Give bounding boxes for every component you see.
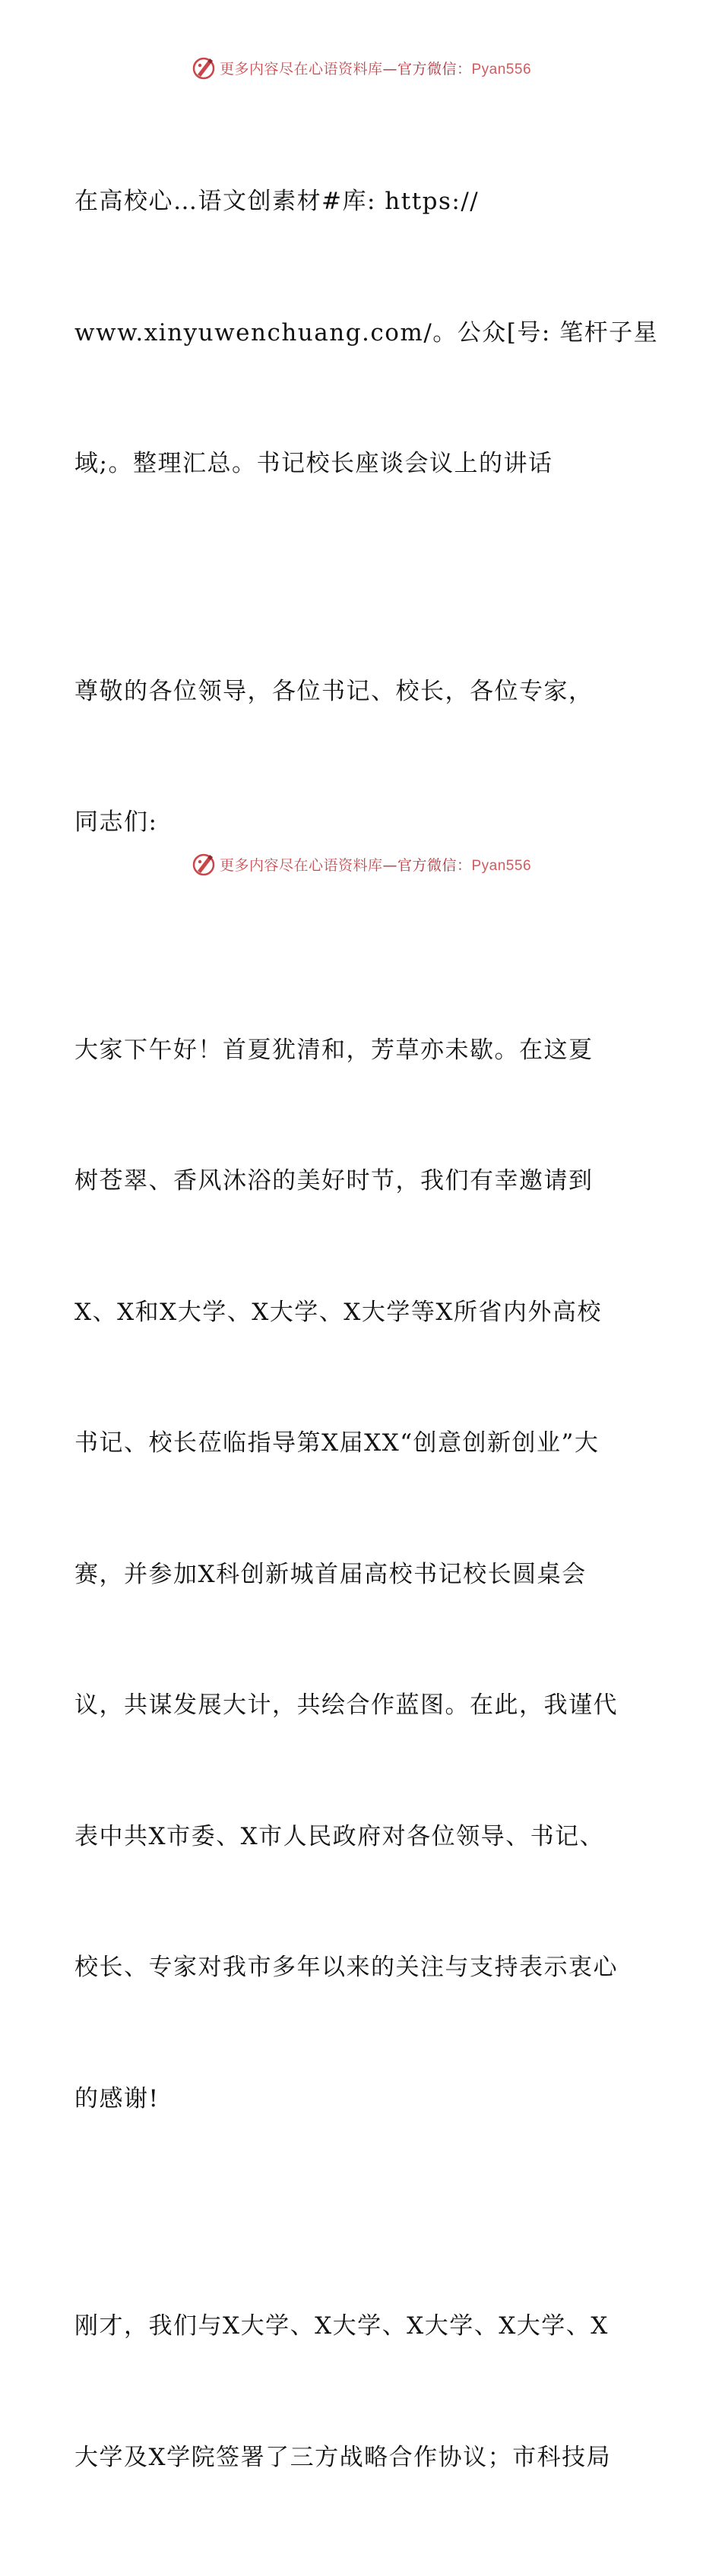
- pen-logo-icon: [191, 55, 217, 81]
- watermark-brand: 更多内容尽在心语资料库: [219, 856, 383, 874]
- text-line: 域;。整理汇总。书记校长座谈会议上的讲话: [74, 450, 553, 477]
- watermark-banner-top: [0, 55, 722, 81]
- watermark-text: [220, 854, 531, 875]
- text-line: 赛，并参加X科创新城首届高校书记校长圆桌会: [74, 1560, 587, 1588]
- text-line: 议，共谋发展大计，共绘合作蓝图。在此，我谨代: [74, 1691, 618, 1719]
- text-line: 树苍翠、香风沐浴的美好时节，我们有幸邀请到: [74, 1167, 594, 1195]
- pen-logo-icon: [191, 851, 217, 877]
- watermark-handle: Pyan556: [471, 61, 532, 78]
- watermark-label: 官方微信：: [397, 856, 472, 874]
- text-line: 刚才，我们与X大学、X大学、X大学、X大学、X: [74, 2312, 609, 2340]
- document-body: [74, 93, 659, 2576]
- watermark-banner-bottom: [0, 851, 722, 877]
- watermark-separator: —: [382, 856, 397, 874]
- text-line: www.xinyuwenchuang.com/。公众[号: 笔杆子星: [74, 318, 659, 347]
- paragraph-greeting: [74, 941, 652, 2209]
- watermark-brand: 更多内容尽在心语资料库: [219, 60, 383, 78]
- paragraph-intro: [74, 93, 659, 574]
- watermark-text: [220, 58, 531, 78]
- text-line: 在高校心…语文创素材#库: https://: [74, 188, 480, 215]
- text-line: 书记、校长莅临指导第X届XX“创意创新创业”大: [74, 1429, 600, 1457]
- watermark-handle: Pyan556: [471, 857, 532, 874]
- text-line: 同志们:: [74, 809, 158, 836]
- watermark-separator: —: [382, 60, 397, 78]
- paragraph-agreement: [74, 2217, 652, 2567]
- watermark-label: 官方微信：: [397, 60, 472, 78]
- text-line: X、X和X大学、X大学、X大学等X所省内外高校: [74, 1298, 602, 1326]
- text-line: 尊敬的各位领导，各位书记、校长，各位专家，: [74, 677, 594, 705]
- text-line: 表中共X市委、X市人民政府对各位领导、书记、: [74, 1822, 605, 1850]
- paragraph-salutation: [74, 583, 652, 932]
- text-line: 大家下午好！首夏犹清和，芳草亦未歇。在这夏: [74, 1036, 594, 1064]
- text-line: 大学及X学院签署了三方战略合作协议；市科技局: [74, 2443, 612, 2471]
- text-line: 的感谢!: [74, 2084, 160, 2112]
- text-line: 校长、专家对我市多年以来的关注与支持表示衷心: [74, 1954, 618, 1981]
